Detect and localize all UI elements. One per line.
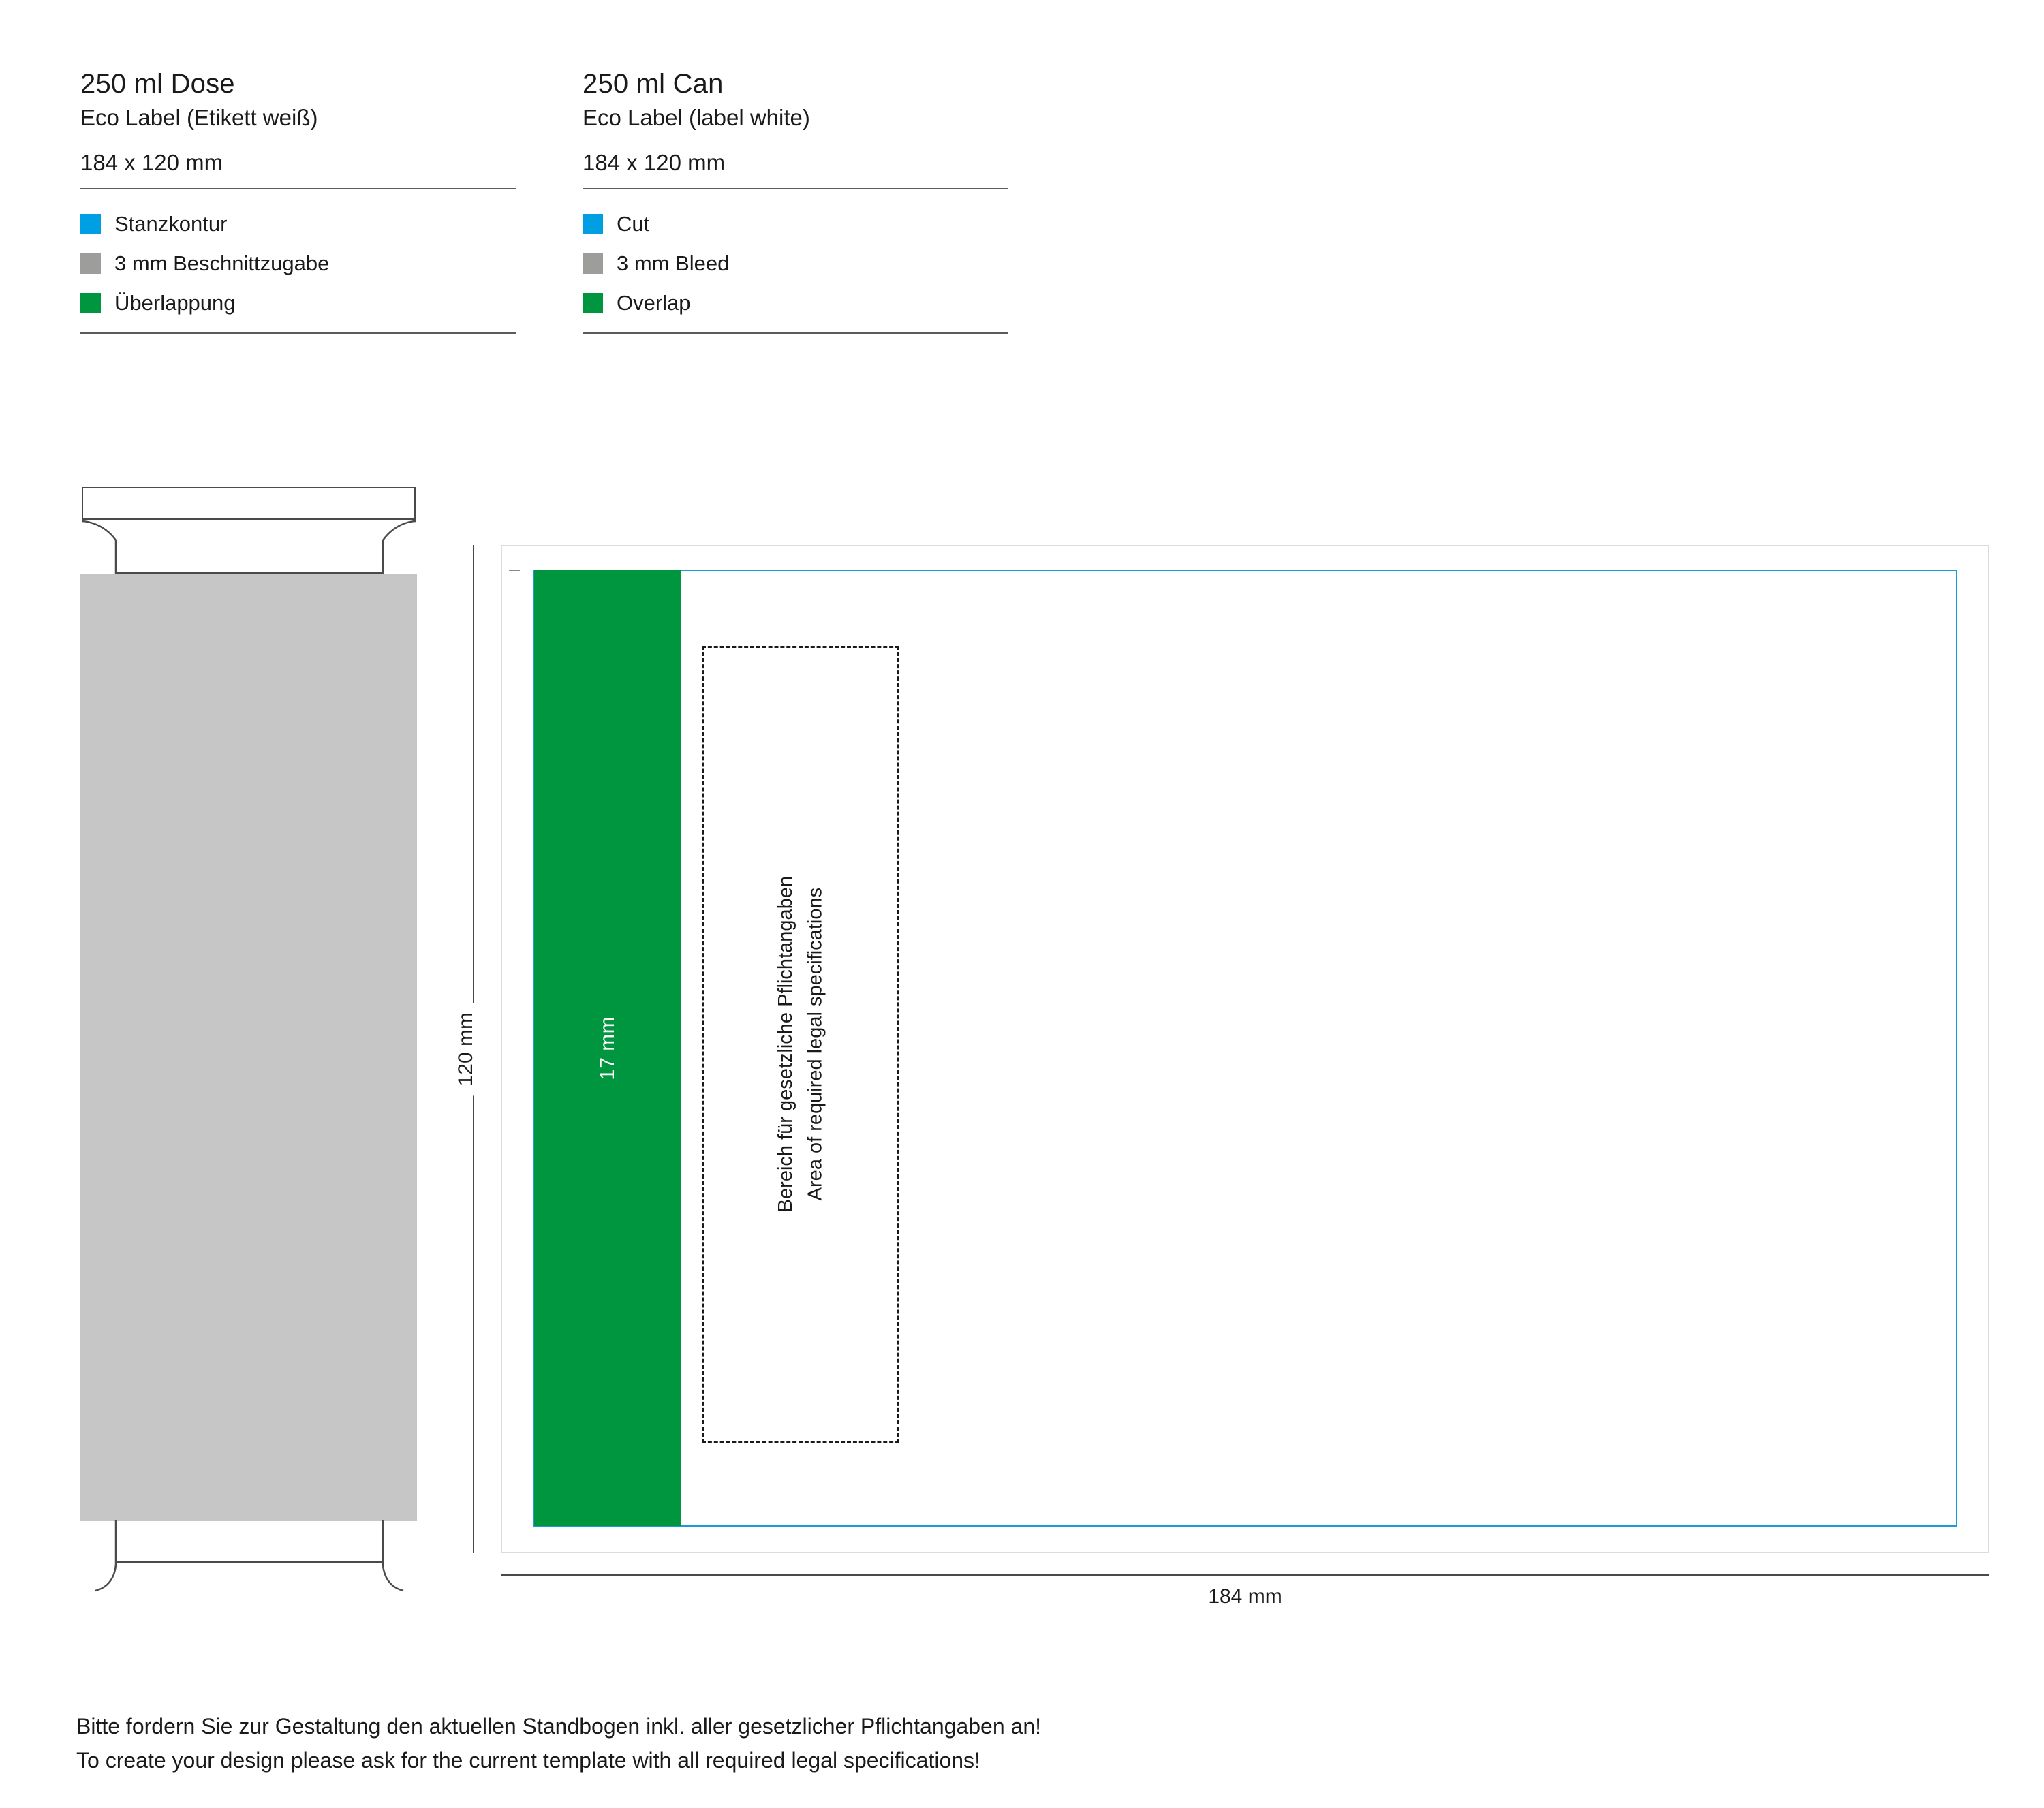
legend-item-label: 3 mm Bleed [617,251,730,276]
height-dimension-label: 120 mm [454,1003,478,1095]
footer-notes [76,1710,1712,1777]
unrolled-label-diagram [501,545,1989,1553]
can-body-bleed-area [80,574,417,1521]
overlap-color-swatch-icon [80,293,101,313]
width-dimension-label: 184 mm [1196,1585,1294,1608]
corner-tick-mark [509,570,520,571]
legend-item-beschnittzugabe [80,244,516,283]
legend-divider-bottom-english [583,332,1008,334]
footer-note-english: To create your design please ask for the current template with all required legal specifications! [76,1747,980,1773]
legend-item-label: 3 mm Beschnittzugabe [114,251,330,276]
legal-specifications-annotation [702,646,899,1443]
legend-item-label: Overlap [617,291,691,315]
legend-item-stanzkontur [80,204,516,244]
overlap-color-swatch-icon [583,293,603,313]
legal-area-label-german: Bereich für gesetzliche Pflichtangaben [774,876,796,1213]
legend-dimensions-german: 184 x 120 mm [80,149,223,175]
bleed-color-swatch-icon [583,253,603,274]
legend-title-german: 250 ml Dose [80,69,235,99]
width-dimension-label-wrap [501,1563,1989,1608]
can-bottom-shape [75,1520,422,1595]
height-dimension-label-wrap [446,545,486,1553]
legend-subtitle-german: Eco Label (Etikett weiß) [80,105,318,131]
can-shoulder-shape [75,520,422,574]
overlap-width-label: 17 mm [596,1016,619,1080]
width-dimension [501,1563,1989,1611]
cut-color-swatch-icon [80,214,101,234]
legend-items-german [80,204,516,323]
height-dimension [450,545,491,1553]
legend-divider-top-english [583,188,1008,189]
legend-dimensions-english: 184 x 120 mm [583,149,726,175]
legend-divider-bottom-german [80,332,516,334]
legend-item-label: Stanzkontur [114,212,228,236]
legend-item-label: Überlappung [114,291,236,315]
legend-block-english [583,68,1008,334]
can-side-view-drawing [75,487,429,1597]
legend-item-overlap [583,283,1008,323]
bleed-color-swatch-icon [80,253,101,274]
legend-item-label: Cut [617,212,650,236]
overlap-width-annotation [534,570,681,1526]
legend-item-cut [583,204,1008,244]
legend-block-german [80,68,516,334]
can-lid-shape [82,487,416,520]
legend-subtitle-english: Eco Label (label white) [583,105,810,131]
footer-note-german: Bitte fordern Sie zur Gestaltung den aktuellen Standbogen inkl. aller gesetzlicher Pflichtangaben an! [76,1714,1041,1739]
legend-item-ueberlappung [80,283,516,323]
legal-area-label-english: Area of required legal specifications [804,888,826,1201]
legend-item-bleed [583,244,1008,283]
legend-title-english: 250 ml Can [583,69,724,99]
cut-color-swatch-icon [583,214,603,234]
legend-divider-top-german [80,188,516,189]
legend-items-english [583,204,1008,323]
